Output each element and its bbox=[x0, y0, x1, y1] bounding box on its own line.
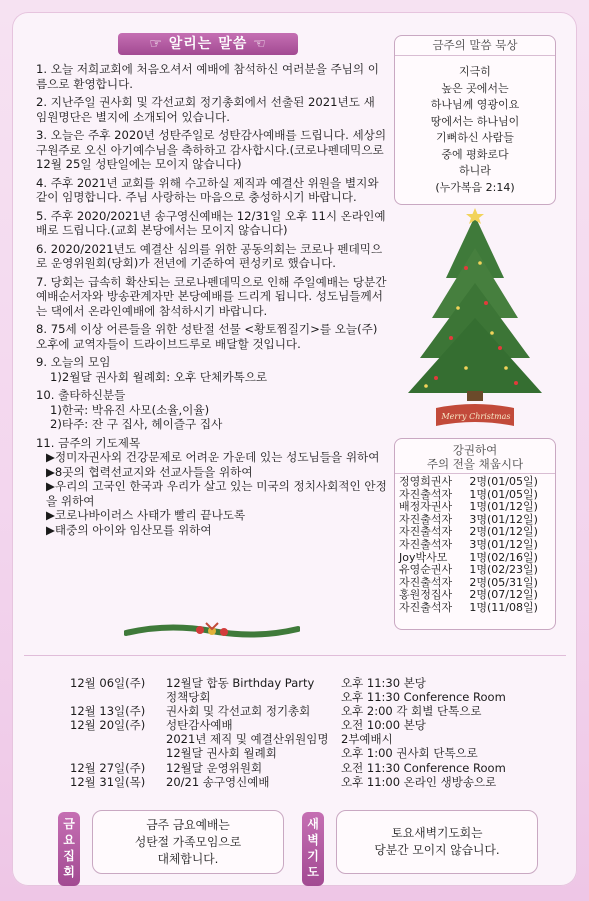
garland-decoration bbox=[124, 619, 300, 643]
verse-heading: 금주의 말씀 묵상 bbox=[395, 35, 555, 56]
christmas-tree-illustration bbox=[396, 208, 554, 433]
dawn-prayer-label: 새벽기도 bbox=[302, 812, 324, 886]
table-row: 12월 20일(주) 성탄감사예배 오전 10:00 본당 bbox=[70, 718, 426, 733]
schedule-table bbox=[70, 676, 540, 789]
travel-item: 2)타주: 잔 구 집사, 헤이즐구 집사 bbox=[50, 417, 223, 431]
prayer-topics-section bbox=[36, 436, 388, 538]
announcement-list bbox=[36, 62, 388, 541]
announcement-item: 8. 75세 이상 어른들을 위한 성탄절 선물 <황토찜질기>를 오늘(주) 오후에 교역자들이 드라이브드루로 배달할 것입니다. bbox=[36, 322, 378, 351]
table-row: 12월 06일(주) 12월달 합동 Birthday Party 오후 11:30 본당 bbox=[70, 676, 426, 690]
attendance-heading: 강권하여 주의 전을 채웁시다 bbox=[395, 439, 555, 474]
table-row: 2021년 제직 및 예결산위원임명 2부예배시 bbox=[166, 732, 393, 747]
meetings-heading: 9. 오늘의 모임 bbox=[36, 355, 111, 369]
list-item: 홍원정집사 2명 (07/12일) bbox=[399, 588, 538, 602]
announcement-item: 3. 오늘은 주후 2020년 성탄주일로 성탄감사예배를 드립니다. 세상의 구원주로 오신 아기예수님을 축하하고 감사합시다.(코로나펜데믹으로 12월 25일 성탄일에는 모이지 않습니다) bbox=[36, 128, 387, 171]
travel-section bbox=[36, 388, 388, 432]
friday-meeting-label: 금요집회 bbox=[58, 812, 80, 886]
list-item: 자진출석자 2명 (05/31일) bbox=[399, 575, 538, 589]
list-item: 배정자권사 1명 (01/12일) bbox=[399, 500, 538, 514]
announcement-item: 2. 지난주일 권사회 및 각선교회 정기총회에서 선출된 2021년도 새 임원명단은 별지에 소개되어 있습니다. bbox=[36, 95, 375, 124]
prayer-topics-heading: 11. 금주의 기도제목 bbox=[36, 435, 141, 450]
merry-christmas-banner: Merry Christmas bbox=[441, 412, 511, 421]
list-item: 자진출석자 1명 (11/08일) bbox=[399, 600, 538, 614]
announcement-item: 1. 오늘 저희교회에 처음오셔서 예배에 참석하신 여러분을 주님의 이름으로 환영합니다. bbox=[36, 62, 379, 91]
prayer-topic-item: ▶태중의 아이와 임산모를 위하여 bbox=[46, 522, 212, 537]
list-item: Joy박사모 1명 (02/16일) bbox=[399, 550, 538, 564]
list-item: 자진출석자 3명 (01/12일) bbox=[399, 537, 538, 551]
list-item: 자진출석자 1명 (01/05일) bbox=[399, 487, 538, 501]
prayer-topic-item: ▶8곳의 협력선교지와 선교사들을 위하여 bbox=[46, 464, 253, 479]
travel-item: 1)한국: 박유진 사모(소율,이율) bbox=[50, 402, 210, 417]
prayer-topic-item: ▶코로나바이러스 사태가 빨리 끝나도록 bbox=[46, 508, 246, 522]
dawn-prayer-notice: 토요새벽기도회는 당분간 모이지 않습니다. bbox=[336, 810, 538, 874]
table-row: 정책당회 오후 11:30 Conference Room bbox=[166, 690, 506, 705]
prayer-topic-item: ▶우리의 고국인 한국과 우리가 살고 있는 미국의 정치사회적인 안정을 위하여 bbox=[46, 479, 387, 508]
verse-box bbox=[394, 35, 556, 205]
meeting-item: 1)2월달 권사회 월례회: 오후 단체카톡으로 bbox=[50, 369, 268, 384]
announcement-item: 6. 2020/2021년도 예결산 심의를 위한 공동의회는 코로나 펜데믹으로 운영위원회(당회)가 전년에 기준하여 편성키로 했습니다. bbox=[36, 241, 383, 270]
list-item: 자진출석자 2명 (01/12일) bbox=[399, 525, 538, 539]
travel-heading: 10. 출타하신분들 bbox=[36, 388, 126, 402]
table-row: 12월달 권사회 월례회 오후 1:00 권사회 단톡으로 bbox=[166, 746, 478, 761]
meetings-section bbox=[36, 355, 388, 384]
page-title: ☞ 알리는 말씀 ☜ bbox=[118, 33, 298, 55]
friday-notice: 금주 금요예배는 성탄절 가족모임으로 대체합니다. bbox=[92, 810, 284, 874]
list-item: 정영희권사 2명 (01/05일) bbox=[399, 475, 538, 488]
list-item: 자진출석자 3명 (01/12일) bbox=[399, 512, 538, 526]
table-row: 12월 27일(주) 12월달 운영위원회 오전 11:30 Conference Room bbox=[70, 760, 506, 775]
table-row: 12월 13일(주) 권사회 및 각선교회 정기총회 오후 2:00 각 회별 단톡으로 bbox=[70, 704, 482, 719]
attendance-box bbox=[394, 438, 556, 630]
list-item: 유영순권사 1명 (02/23일) bbox=[399, 563, 538, 577]
announcement-item: 4. 주후 2021년 교회를 위해 수고하실 제직과 예결산 위원을 별지와 같이 임명합니다. 주님 사랑하는 마음으로 충성하시기 바랍니다. bbox=[36, 175, 379, 204]
announcement-item: 5. 주후 2020/2021년 송구영신예배는 12/31일 오후 11시 온라인예배로 드립니다.(교회 본당에서는 모이지 않습니다) bbox=[36, 208, 386, 237]
verse-text: 지극히 높은 곳에서는 하나님께 영광이요 땅에서는 하나님이 기뻐하신 사람들 중에 평화로다 하니라 (누가복음 2:14) bbox=[430, 65, 520, 194]
prayer-topic-item: ▶정미자권사외 건강문제로 어려운 가운데 있는 성도님들을 위하여 bbox=[46, 450, 380, 464]
attendance-list bbox=[395, 474, 555, 615]
table-row: 12월 31일(목) 20/21 송구영신예배 오후 11:00 온라인 생방송으로 bbox=[70, 774, 497, 789]
section-divider bbox=[24, 655, 566, 656]
announcement-item: 7. 당회는 급속히 확산되는 코로나펜데믹으로 인해 주일예배는 당분간 예배순서자와 방송관계자만 본당예배를 드리게 됩니다. 성도님들께서는 댁에서 온라인예배에 참석하시기 바랍니다. bbox=[36, 274, 387, 318]
